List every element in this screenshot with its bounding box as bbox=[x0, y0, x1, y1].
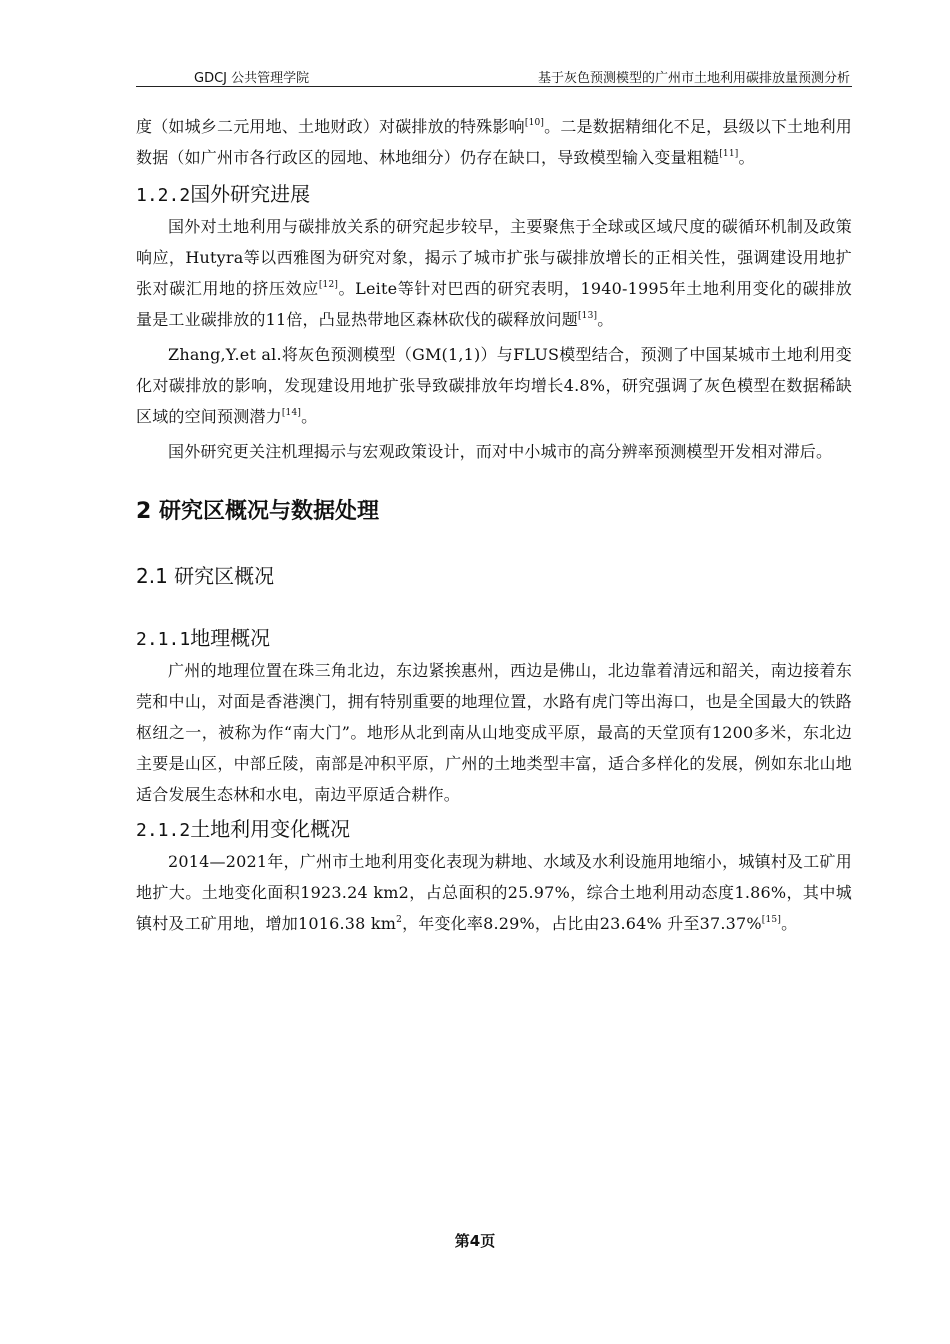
citation-ref: [14] bbox=[281, 408, 302, 418]
paragraph-text: 。二是数据精细化不足，县级以下土地利用数据（如广州市各行政区的园地、林地细分）仍存在缺口，导致模型输入变量粗糙 bbox=[136, 117, 852, 167]
paragraph-text: 。 bbox=[781, 914, 798, 933]
page-header bbox=[136, 64, 852, 87]
paragraph-foreign-research-2 bbox=[136, 339, 852, 432]
citation-ref: [10] bbox=[524, 118, 545, 128]
superscript-exponent: 2 bbox=[396, 915, 403, 925]
citation-ref: [11] bbox=[719, 149, 739, 159]
paragraph-text: 广州的地理位置在珠三角北边，东边紧挨惠州，西边是佛山，北边靠着清远和韶关，南边接着东莞和中山，对面是香港澳门，拥有特别重要的地理位置，水路有虎门等出海口，也是全国最大的铁路枢纽之一，被称为作“南大门”。地形从北到南从山地变成平原，最高的天堂顶有1200多米，东北边主要是山区，中部丘陵，南部是冲积平原，广州的土地类型丰富，适合多样化的发展，例如东北山地适合发展生态林和水电，南边平原适合耕作。 bbox=[136, 661, 852, 804]
page-content bbox=[136, 110, 852, 939]
citation-ref: [15] bbox=[761, 915, 782, 925]
citation-ref: [13] bbox=[577, 311, 598, 321]
section-heading-2-1-1 bbox=[136, 621, 852, 655]
paragraph-text: ，年变化率8.29%，占比由23.64% 升至37.37% bbox=[402, 914, 762, 933]
section-heading-2-1: 2.1 研究区概况 bbox=[136, 564, 275, 588]
page-number: 第4页 bbox=[454, 1232, 496, 1250]
section-heading-2-1-2 bbox=[136, 812, 852, 846]
section-number: 2.1.1 bbox=[136, 629, 191, 650]
paragraph-text: 度（如城乡二元用地、土地财政）对碳排放的特殊影响 bbox=[136, 117, 525, 136]
citation-ref: [12] bbox=[318, 280, 339, 290]
section-title: 地理概况 bbox=[190, 626, 271, 650]
paragraph-continued bbox=[136, 111, 852, 173]
chapter-heading-2: 2 研究区概况与数据处理 bbox=[136, 499, 379, 524]
paragraph-text: 。 bbox=[597, 310, 614, 329]
header-institution: GDCJ 公共管理学院 bbox=[194, 71, 310, 86]
paragraph-geography bbox=[136, 655, 852, 810]
section-title: 国外研究进展 bbox=[190, 182, 311, 206]
paragraph-foreign-research-1 bbox=[136, 211, 852, 335]
paragraph-text: 。 bbox=[738, 148, 755, 167]
section-title: 土地利用变化概况 bbox=[190, 817, 351, 841]
section-heading-1-2-2 bbox=[136, 177, 852, 211]
section-number: 2.1.2 bbox=[136, 820, 191, 841]
section-number: 1.2.2 bbox=[136, 185, 191, 206]
paragraph-text: 2014—2021年，广州市土地利用变化表现为耕地、水域及水利设施用地缩小，城镇村及工矿用地扩大。土地变化面积1923.24 km2，占总面积的25.97%，综合土地利用动态度1.86%，其中城镇村及工矿用地，增加1016.38 km bbox=[136, 852, 852, 933]
paragraph-text: 国外对土地利用与碳排放关系的研究起步较早，主要聚焦于全球或区域尺度的碳循环机制及政策响应，Hutyra等以西雅图为研究对象，揭示了城市扩张与碳排放增长的正相关性，强调建设用地扩张对碳汇用地的挤压效应 bbox=[136, 217, 852, 298]
paragraph-text: Zhang,Y.et al.将灰色预测模型（GM(1,1)）与FLUS模型结合，预测了中国某城市土地利用变化对碳排放的影响，发现建设用地扩张导致碳排放年均增长4.8%，研究强调了灰色模型在数据稀缺区域的空间预测潜力 bbox=[136, 345, 852, 426]
paragraph-land-use-change bbox=[136, 846, 852, 939]
header-paper-title: 基于灰色预测模型的广州市土地利用碳排放量预测分析 bbox=[537, 71, 850, 86]
paragraph-text: 。 bbox=[301, 407, 318, 426]
paragraph-text: 。Leite等针对巴西的研究表明，1940-1995年土地利用变化的碳排放量是工业碳排放的11倍，凸显热带地区森林砍伐的碳释放问题 bbox=[136, 279, 853, 329]
paragraph-text: 国外研究更关注机理揭示与宏观政策设计，而对中小城市的高分辨率预测模型开发相对滞后。 bbox=[168, 442, 833, 461]
paragraph-foreign-research-3 bbox=[136, 436, 852, 467]
